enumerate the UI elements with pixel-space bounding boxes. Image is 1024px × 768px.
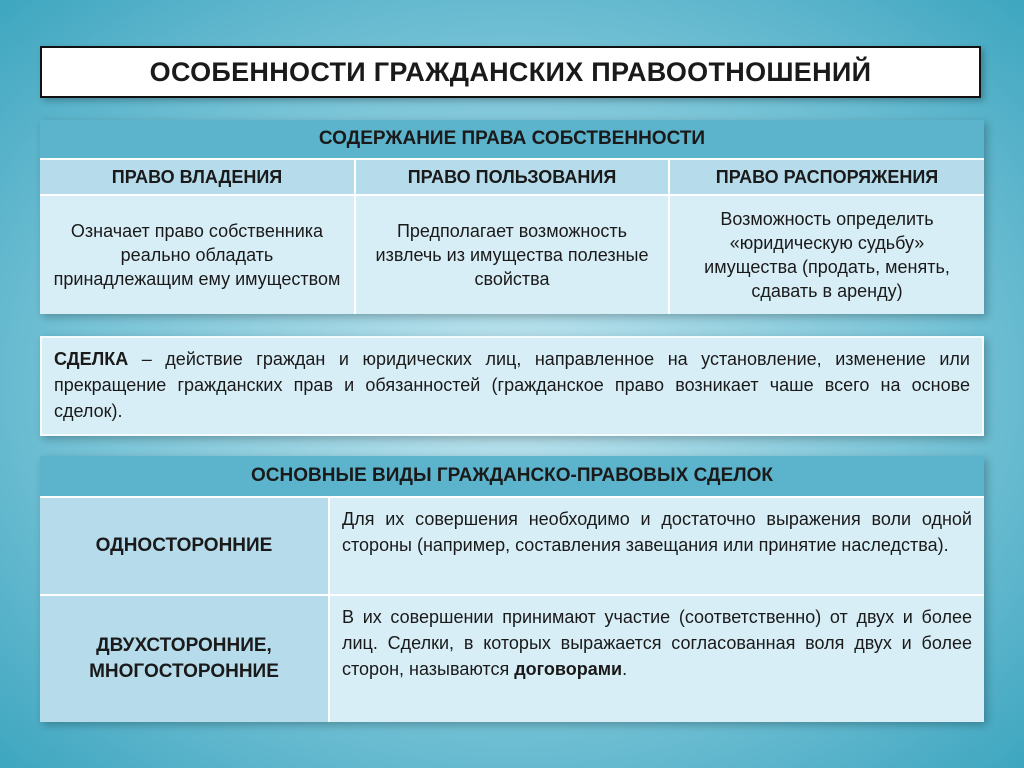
use-description: Предполагает возможность извлечь из имущества полезные свойства	[354, 194, 668, 314]
ownership-header: СОДЕРЖАНИЕ ПРАВА СОБСТВЕННОСТИ	[40, 120, 984, 158]
table-row	[40, 496, 984, 594]
unilateral-label: ОДНОСТОРОННИЕ	[40, 498, 328, 594]
table-row	[40, 594, 984, 722]
deal-types-table	[40, 456, 984, 722]
bilateral-label	[40, 596, 328, 722]
page-title: ОСОБЕННОСТИ ГРАЖДАНСКИХ ПРАВООТНОШЕНИЙ	[40, 46, 981, 98]
bilateral-description-text: В их совершении принимают участие (соответственно) от двух и более лиц. Сделки, в которых выражается согласованная воля двух и более сторон, называются	[342, 607, 972, 679]
column-title-possession: ПРАВО ВЛАДЕНИЯ	[40, 158, 354, 194]
ownership-column-titles	[40, 158, 984, 194]
deal-term: СДЕЛКА	[54, 349, 129, 369]
deal-definition	[40, 336, 984, 436]
bilateral-description-end: .	[622, 659, 628, 679]
column-title-use: ПРАВО ПОЛЬЗОВАНИЯ	[354, 158, 668, 194]
column-title-disposal: ПРАВО РАСПОРЯЖЕНИЯ	[668, 158, 984, 194]
unilateral-description: Для их совершения необходимо и достаточно выражения воли одной стороны (например, составления завещания или принятие наследства).	[328, 498, 984, 594]
possession-description: Означает право собственника реально обладать принадлежащим ему имуществом	[40, 194, 354, 314]
bilateral-description	[328, 596, 984, 722]
ownership-content-table	[40, 120, 984, 314]
contracts-term: договорами	[514, 659, 623, 679]
deal-definition-text: – действие граждан и юридических лиц, направленное на установление, изменение или прекращение гражданских прав и обязанностей (гражданское право возникает чаше всего на основе сделок).	[54, 349, 970, 421]
bilateral-label-line2: МНОГОСТОРОННИЕ	[89, 661, 279, 682]
deal-types-header: ОСНОВНЫЕ ВИДЫ ГРАЖДАНСКО-ПРАВОВЫХ СДЕЛОК	[40, 456, 984, 496]
bilateral-label-line1: ДВУХСТОРОННИЕ,	[96, 635, 272, 656]
disposal-description: Возможность определить «юридическую судьбу» имущества (продать, менять, сдавать в аренду)	[668, 194, 984, 314]
ownership-column-texts	[40, 194, 984, 314]
